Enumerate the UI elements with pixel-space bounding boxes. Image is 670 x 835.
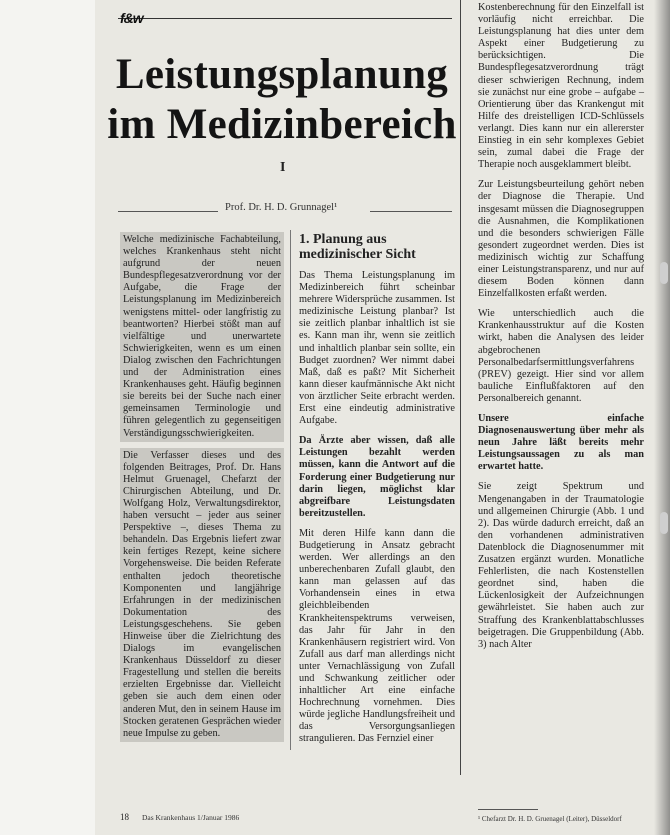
body-column: [299, 232, 455, 754]
header-rule: [118, 18, 452, 19]
article-part: I: [280, 160, 286, 175]
column-divider: [290, 230, 291, 750]
body-paragraph: Wie unterschiedlich auch die Krankenhausstruktur auf die Kosten wirkt, haben die Analysen des leider abgebrochenen Personalbedarfsermittlungsverfahrens (PREV) gezeigt. Hier sind vor allem bauliche Einflußfaktoren auf den Personalbereich genannt.: [478, 308, 644, 404]
scan-margin: [0, 0, 95, 835]
body-paragraph: Zur Leistungsbeurteilung gehört neben der Diagnose die Therapie. Und insgesamt müssen die Diagnosegruppen die Ausnahmen, die Komplikationen und die besonders schwierigen Fälle gesondert zugeordnet werden. Dies ist medizinisch wichtig zur Schaffung einer Leistungstransparenz, und nur auf diesem Boden können dann Einzelfallkosten erfaßt werden.: [478, 179, 644, 300]
author-rule: [370, 211, 452, 212]
body-paragraph: Kostenberechnung für den Einzelfall ist vorläufig nicht erreichbar. Die Leistungsplanung hat dies unter dem Aspekt einer Budgetierung zu berücksichtigen. Die Bundespflegesatzverordnung trägt dieser schwierigen Rechnung, indem sie zunächst nur eine grobe – aufgabe – Orientierung über das Krankengut mit Hilfe des dreistelligen ICD-Schlüssels verlangt. Dies kann nur ein allererster Einstieg in ein sehr komplexes Gebiet sein, zumal dabei die Frage der Therapie noch ausgeklammert bleibt.: [478, 2, 644, 171]
body-paragraph: Mit deren Hilfe kann dann die Budgetierung in Ansatz gebracht werden. Wer allerdings an den unberechenbaren Zufall glaubt, den kann man gelassen auf das Vorhandensein eines in etwa gleichbleibenden Krankheitenspektrums verweisen, das Jahr für Jahr in den Krankenhäusern registriert wird. Von Zufall aus darf man allerdings nicht unter Vernachlässigung von Zufall und Schwankung zeitlicher oder inhaltlicher Art eine einfache Hochrechnung vornehmen. Dies würde jegliche Handlungsfreiheit und das Versorgungsanliegen strangulieren. Das Fernziel einer: [299, 527, 455, 745]
footnote-rule: [478, 809, 538, 810]
page-edge-shadow: [654, 0, 670, 835]
body-paragraph: Das Thema Leistungsplanung im Medizinbereich führt scheinbar mehrere Widersprüche zusammen. Ist medizinische Leistung planbar? Ist sie zeitlich planbar inhaltlich ist sie es. Kann man ihr, wenn sie zeitlich und inhaltlich planbar sein sollte, ein Budget zuordnen? Wer nimmt dabei Maß, daß es paßt? Mit Sicherheit kann dieser kaufmännische Akt nicht von ärztlicher Seite erbracht werden. Erst eine eindeutig administrative Aufgabe.: [299, 270, 455, 427]
article-title-line2: im Medizinbereich: [107, 101, 457, 148]
journal-source: Das Krankenhaus 1/Januar 1986: [142, 813, 240, 822]
emphasis-paragraph: Unsere einfache Diagnosenauswertung über mehr als neun Jahre läßt bereits mehr Leistungsaussagen zu als man erwartet hatte.: [478, 413, 644, 473]
emphasis-paragraph: Da Ärzte aber wissen, daß alle Leistungen bezahlt werden müssen, kann die Antwort auf die Forderung einer Budgetierung nur darin liegen, möglichst klar abgreifbare Leistungsdaten bereitzustellen.: [299, 435, 455, 519]
article-author: Prof. Dr. H. D. Grunnagel¹: [225, 202, 338, 213]
author-rule: [118, 211, 218, 212]
journal-logo: f&w: [120, 10, 143, 26]
body-paragraph: Sie zeigt Spektrum und Mengenangaben in der Traumatologie und allgemeinen Chirurgie (Abb. 1 und 2). Das würde dadurch erreicht, daß an den vorhandenen administrativen Datenblock die Diagnosenummer mit Zusatzen ergänzt wurden. Monatliche Fehlerlisten, die nach Kostenstellen geordnet sind, haben die Lückenlosigkeit der Aufzeichnungen gewährleistet. Sie haben auch zur Straffung des Krankenblattabschlusses beigetragen. Die Gruppenbildung (Abb. 3) nach Alter: [478, 481, 644, 650]
column-divider: [460, 0, 461, 775]
article-title-line1: Leistungsplanung: [115, 51, 449, 98]
scroll-thumb[interactable]: [660, 512, 668, 534]
footnote: ¹ Chefarzt Dr. H. D. Gruenagel (Leiter), Düsseldorf: [478, 815, 622, 823]
scroll-thumb[interactable]: [660, 262, 668, 284]
intro-paragraph: Welche medizinische Fachabteilung, welches Krankenhaus steht nicht aufgrund der neuen Bundespflegesatzverordnung vor der Aufgabe, die Frage der Leistungsplanung im Medizinbereich wenigstens mittel- oder langfristig zu beantworten? Hierbei stößt man auf vielfältige und unerwartete Schwierigkeiten, wenn es um einen Dialog zwischen den Fachrichtungen und der Administration eines Krankenhauses geht. Häufig beginnen sie bereits bei der Suche nach einer gemeinsamen Terminologie und führen gelegentlich zu gegenseitigen Verständigungsschwierigkeiten.: [120, 232, 284, 442]
intro-column: [120, 232, 284, 748]
page-number: 18: [120, 812, 129, 822]
intro-paragraph: Die Verfasser dieses und des folgenden Beitrages, Prof. Dr. Hans Helmut Gruenagel, Chefarzt der Chirurgischen Abteilung, und Dr. Wolfgang Holz, Verwaltungsdirektor, haben versucht – jeder aus seiner Perspektive –, dieses Thema zu behandeln. Das Ergebnis liefert zwar kein fertiges Rezept, keine sichere Vorgehensweise. Die beiden Referate enthalten jedoch theoretische Komponenten und langjährige Erfahrungen in der medizinischen Dokumentation des Leistungsgeschehens. Sie geben Hinweise über die Zielrichtung des Dialogs im evangelischen Krankenhaus Düsseldorf zu dieser Fragestellung und stellen die bereits erzielten Ergebnisse dar. Vielleicht geben sie auch dem einen oder anderen Mut, den in seinem Hause im Stocken geratenen Gesprächen wieder neue Impulse zu geben.: [120, 448, 284, 742]
section-heading: 1. Planung aus medizinischer Sicht: [299, 232, 416, 262]
body-column: [478, 2, 644, 659]
